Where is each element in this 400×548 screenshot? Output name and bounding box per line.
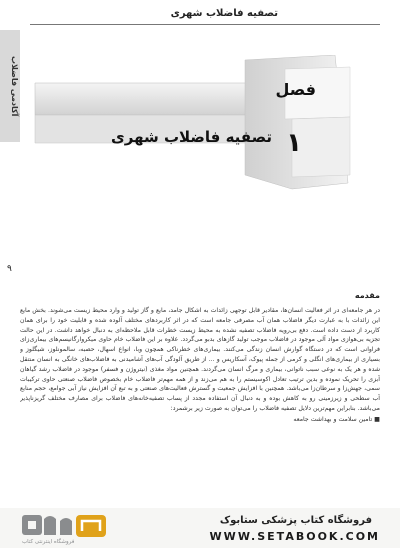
- bullet-icon: ■: [372, 415, 380, 423]
- store-url[interactable]: WWW.SETABOOK.COM: [209, 530, 380, 543]
- bullet-text: تامین سلامت و بهداشت جامعه: [293, 415, 373, 423]
- chapter-banner-graphic: [30, 55, 370, 190]
- section-heading: مقدمه: [354, 291, 380, 300]
- svg-text:فروشگاه اینترنتی کتاب: فروشگاه اینترنتی کتاب: [22, 539, 75, 545]
- side-tab-label: آکادمی فاضلاب: [10, 55, 19, 117]
- page-number: ۹: [7, 264, 12, 274]
- chapter-number: ۱: [286, 128, 302, 158]
- header-rule: [30, 24, 380, 25]
- bullet-item: [20, 415, 380, 425]
- store-name: فروشگاه کتاب پزشکی ستابوک: [219, 515, 372, 526]
- page-header: [0, 0, 400, 26]
- setabook-logo: [20, 511, 138, 545]
- body-paragraph: در هر جامعه‌ای در اثر فعالیت انسان‌ها، مقادیر قابل توجهی زائدات به اشکال جامد، مایع و گاز تولید و وارد محیط زیست می‌شوند. بخش مایع این زائدات با به عبارت دیگر فاضلاب همان آب مصرفی جامعه است که در اثر کاربردهای مختلف آلوده شده و قابلیت خود را برای همان کاربرد از دست داده است. دفع بی‌رویه فاضلاب تصفیه نشده به محیط زیست خطرات قابل ملاحظه‌ای به دنبال خواهد داشت. در این حالت تجزیه بی‌هوازی مواد آلی موجود در فاضلاب موجب تولید گازهای بدبو می‌گردد. علاوه بر این فاضلاب خام حاوی میکروارگانیسم‌های بیماری‌زای فراوانی است که در دستگاه گوارش انسان زندگی می‌کنند. بیماری‌های خطرناکی همچون وبا، انواع اسهال، حصبه، سالمونلوز، شیگلوز و بسیاری از بیماری‌های انگلی و کرمی از جمله پیوک، آسکاریس و ... از طریق آلودگی آب‌های آشامیدنی به فاضلاب‌های خانگی به انسان منتقل شده و هر یک به نوعی سبب ناتوانی، بیماری و مرگ انسان می‌گردند. همچنین مواد مغذی (نیتروژن و فسفر) موجود در فاضلاب رشد گیاهان آبزی را تحریک نموده و بدین ترتیب تعادل اکوسیستم را به هم می‌زند و از همه مهم‌تر فاضلاب خام بخصوص فاضلاب صنعتی حاوی ترکیبات سمی، جهش‌زا و سرطان‌زا می‌باشد. همچنین با افزایش جمعیت و گسترش فعالیت‌های صنعتی و به تبع آن افزایش نیاز آبی جوامع، حجم منابع آب سطحی و زیرزمینی رو به کاهش بوده و به دنبال آن استفاده مجدد از پساب تصفیه‌خانه‌های فاضلاب برای مصارف مختلف گریزناپذیر می‌باشد. بنابراین مهم‌ترین دلایل تصفیه فاضلاب را می‌توان به صورت زیر برشمرد:: [20, 307, 380, 412]
- chapter-title: تصفیه فاضلاب شهری: [110, 128, 272, 146]
- body-text: [20, 306, 380, 502]
- chapter-label: فصل: [275, 80, 316, 99]
- running-title: تصفیه فاضلاب شهری: [170, 8, 278, 19]
